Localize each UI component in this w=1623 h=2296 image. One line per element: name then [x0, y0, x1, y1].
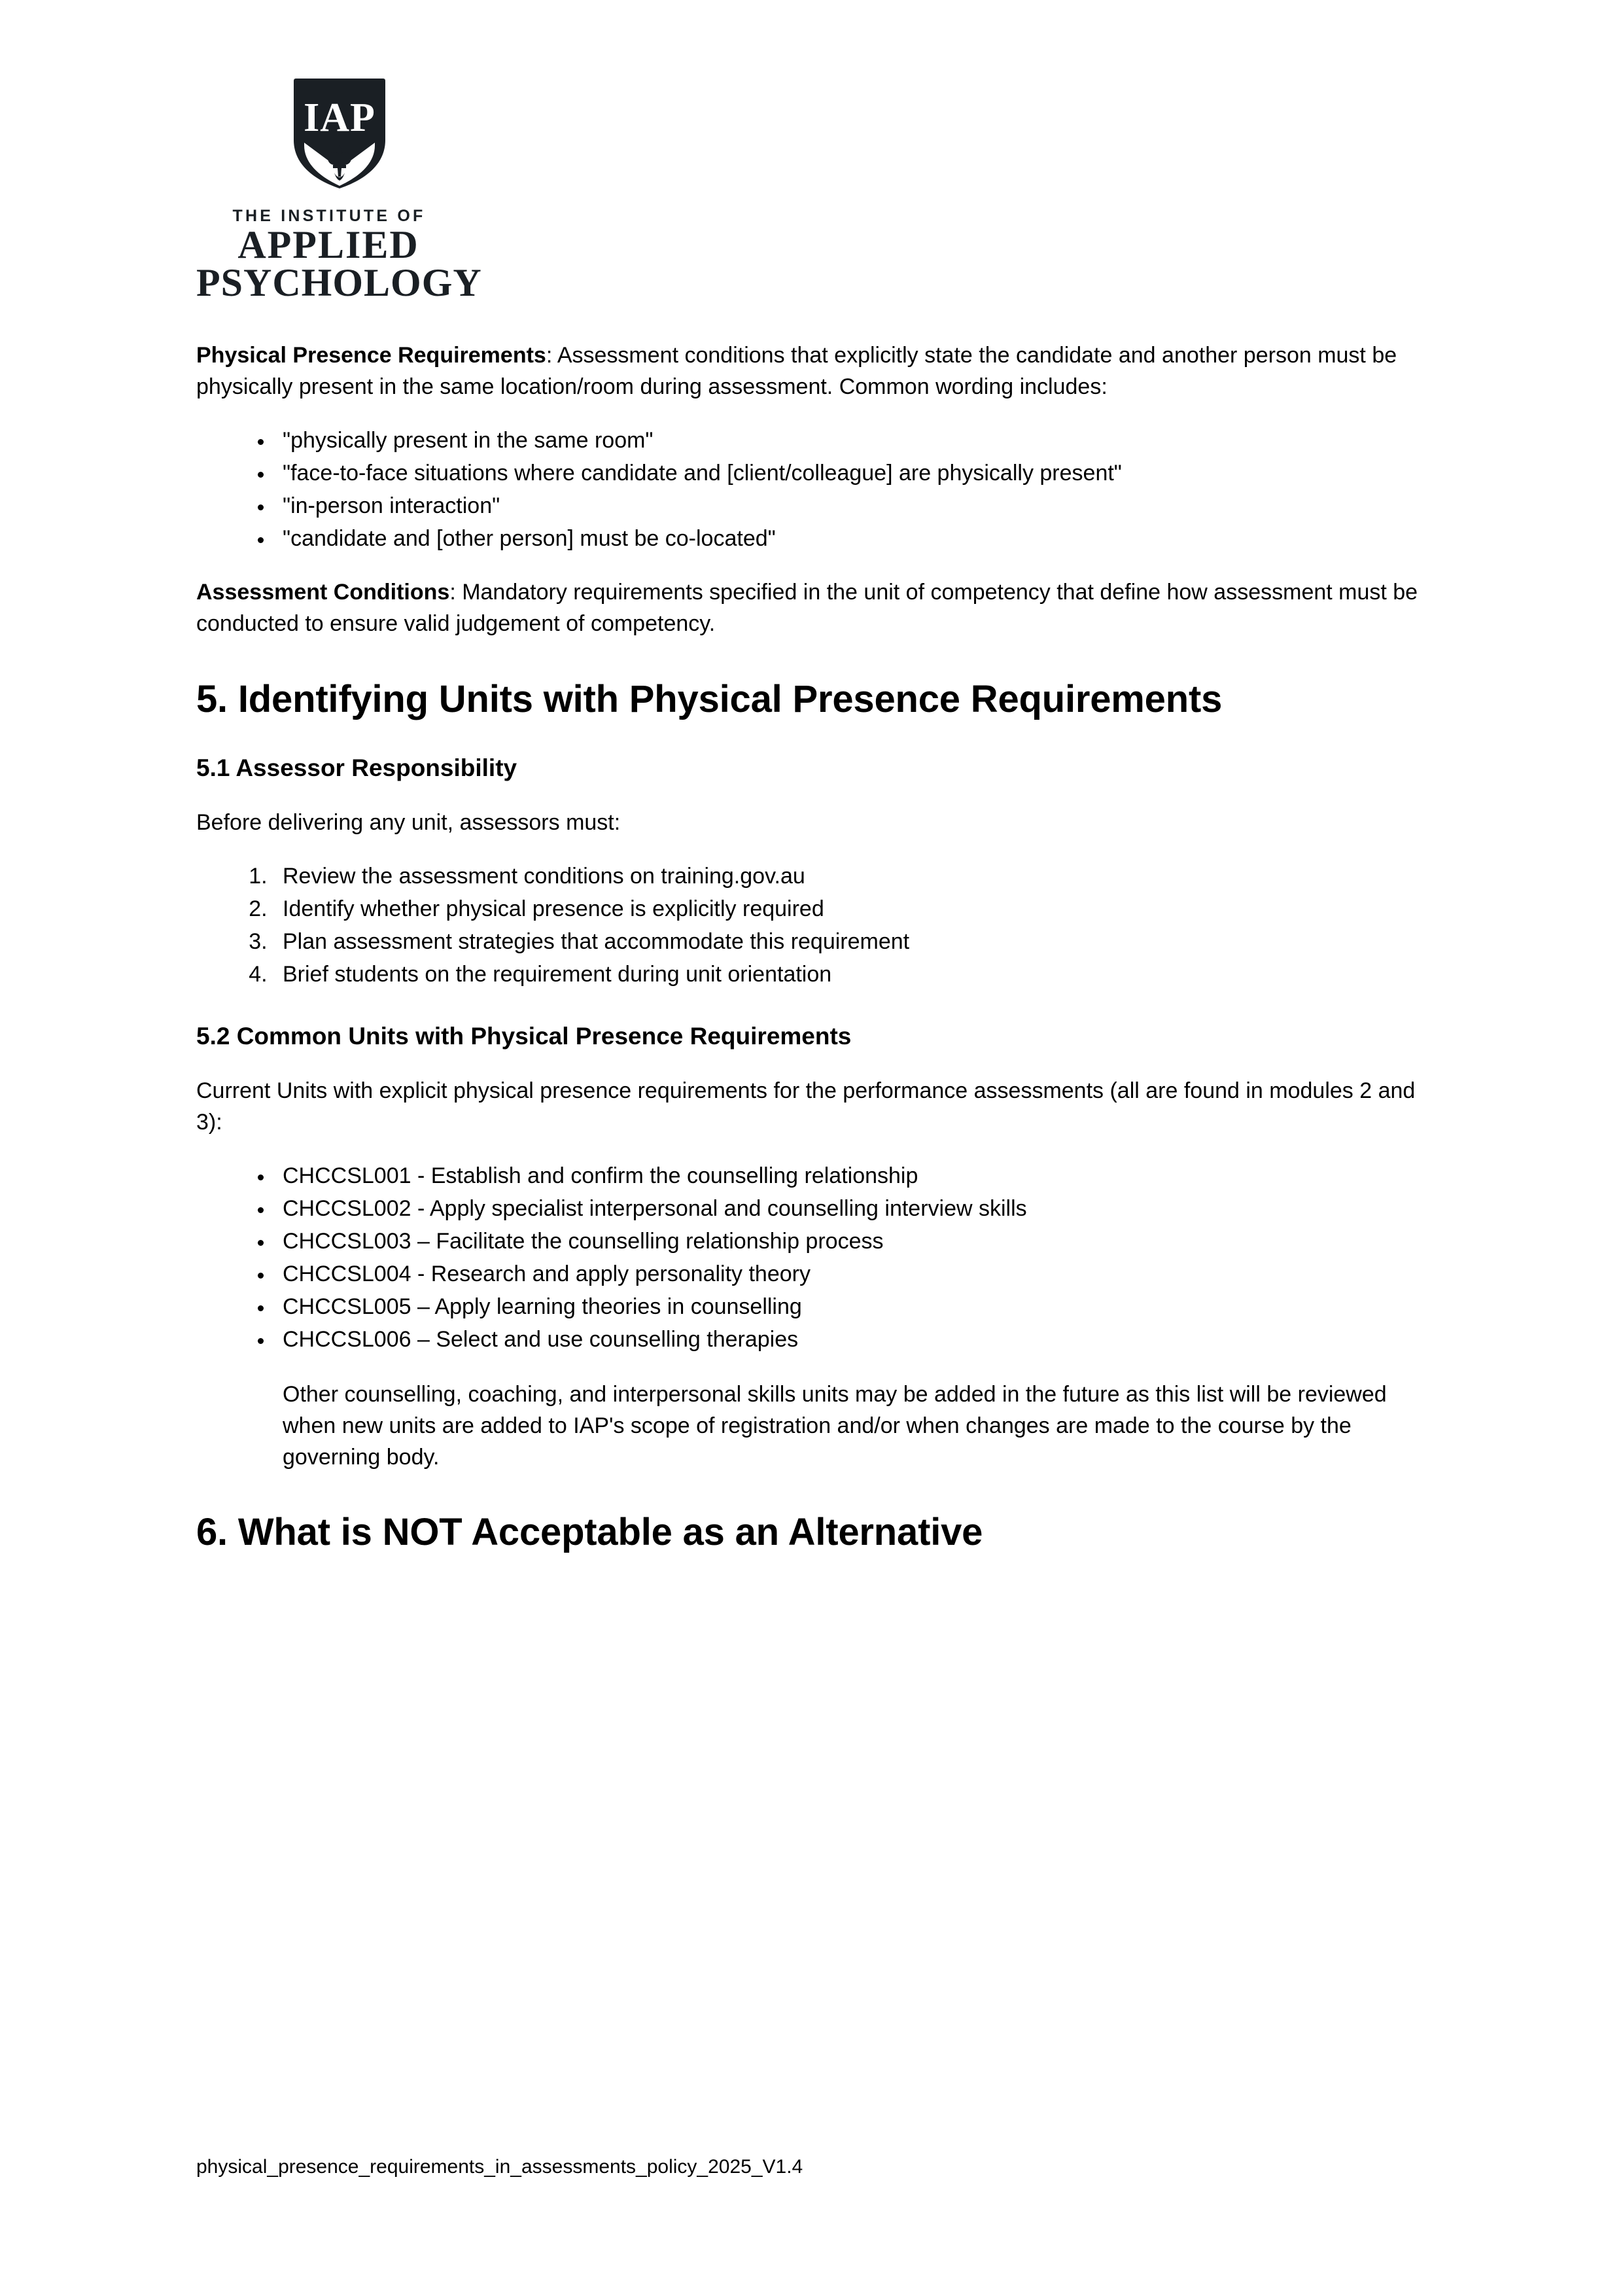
wordmark-line-2: APPLIED — [237, 223, 419, 267]
physical-presence-term: Physical Presence Requirements — [196, 343, 546, 368]
common-units-list — [196, 1161, 1429, 1356]
list-item: • CHCCSL002 - Apply specialist interpersonal and counselling interview skills — [273, 1193, 1429, 1225]
logo-wordmark — [196, 207, 482, 305]
list-item: • CHCCSL001 - Establish and confirm the counselling relationship — [273, 1161, 1429, 1192]
list-item: 4. Brief students on the requirement during unit orientation — [273, 959, 1429, 991]
list-item: • CHCCSL003 – Facilitate the counselling relationship process — [273, 1226, 1429, 1258]
document-body — [196, 340, 1429, 1581]
list-item: • CHCCSL004 - Research and apply personality theory — [273, 1259, 1429, 1290]
list-item: • CHCCSL005 – Apply learning theories in counselling — [273, 1292, 1429, 1323]
physical-presence-text: : Assessment conditions that explicitly state the candidate and another person must be physically present in the same location/room during assessment. Common wording includes: — [196, 343, 1397, 399]
list-item: • CHCCSL006 – Select and use counselling therapies — [273, 1324, 1429, 1356]
section-5-heading: 5. Identifying Units with Physical Presence Requirements — [196, 677, 1223, 720]
physical-presence-definition — [196, 340, 1429, 403]
wordmark-line-3: PSYCHOLOGY — [196, 261, 482, 305]
assessment-conditions-definition — [196, 577, 1429, 640]
shield-icon — [291, 77, 388, 193]
list-item: • "in-person interaction" — [273, 491, 1429, 522]
svg-text:IAP: IAP — [304, 96, 375, 140]
list-item: 1. Review the assessment conditions on training.gov.au — [273, 861, 1429, 892]
section-5-1-intro: Before delivering any unit, assessors must: — [196, 810, 621, 836]
list-item: 3. Plan assessment strategies that accommodate this requirement — [273, 927, 1429, 958]
list-item: 2. Identify whether physical presence is explicitly required — [273, 894, 1429, 925]
section-5-2-heading: 5.2 Common Units with Physical Presence Requirements — [196, 1023, 852, 1050]
assessor-steps-list — [196, 861, 1429, 991]
section-5-1-heading: 5.1 Assessor Responsibility — [196, 754, 517, 782]
common-wording-list — [196, 425, 1429, 555]
organization-logo — [196, 77, 482, 305]
list-item: • "face-to-face situations where candidate and [client/colleague] are physically present" — [273, 458, 1429, 489]
shield-emblem-wrap — [196, 77, 458, 193]
list-item: • "candidate and [other person] must be co-located" — [273, 523, 1429, 555]
assessment-conditions-term: Assessment Conditions — [196, 579, 450, 605]
wordmark-line-1: THE INSTITUTE OF — [232, 207, 426, 225]
section-6-heading: 6. What is NOT Acceptable as an Alternative — [196, 1511, 983, 1554]
list-item: • "physically present in the same room" — [273, 425, 1429, 457]
assessment-conditions-text: : Mandatory requirements specified in the unit of competency that define how assessment must be conducted to ensure valid judgement of competency. — [196, 579, 1418, 636]
common-units-note: Other counselling, coaching, and interpersonal skills units may be added in the future as this list will be reviewed when new units are added to IAP's scope of registration and/or when changes are made to the course by the governing body. — [283, 1381, 1387, 1470]
document-footer: physical_presence_requirements_in_assessments_policy_2025_V1.4 — [196, 2156, 803, 2178]
section-5-2-intro: Current Units with explicit physical presence requirements for the performance assessments (all are found in modules 2 and 3): — [196, 1078, 1416, 1135]
